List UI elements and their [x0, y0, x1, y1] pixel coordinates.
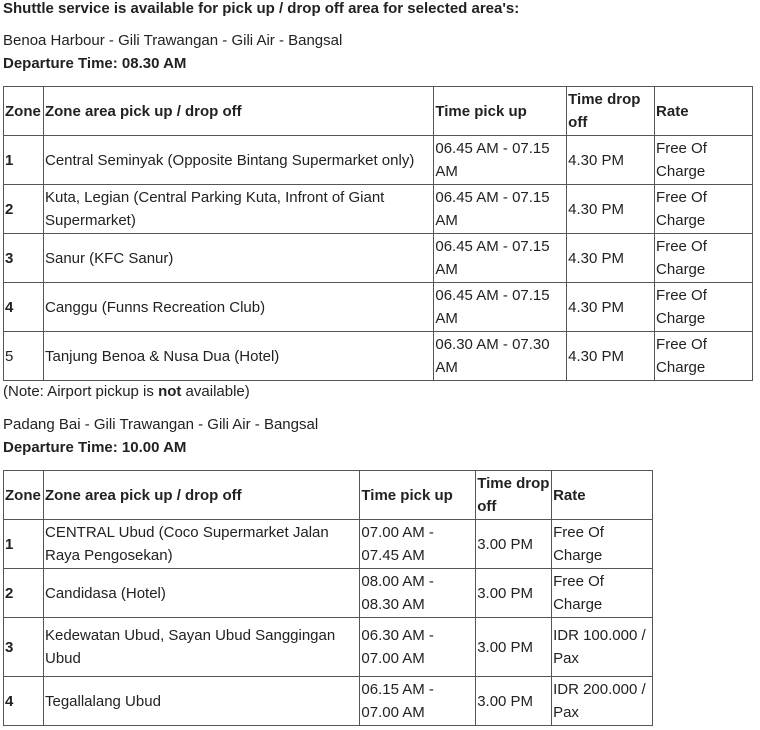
area-cell: Kedewatan Ubud, Sayan Ubud Sanggingan Ubud: [43, 618, 359, 677]
area-cell: Canggu (Funns Recreation Club): [43, 283, 433, 332]
pickup-cell: 07.00 AM - 07.45 AM: [360, 520, 476, 569]
dropoff-cell: 4.30 PM: [567, 332, 655, 381]
area-cell: CENTRAL Ubud (Coco Supermarket Jalan Raya Pengosekan): [43, 520, 359, 569]
table-row: [4, 569, 653, 618]
dropoff-cell: 4.30 PM: [567, 283, 655, 332]
rate-cell: IDR 200.000 / Pax: [552, 677, 653, 726]
area-cell: Central Seminyak (Opposite Bintang Supermarket only): [43, 136, 433, 185]
rate-cell: IDR 100.000 / Pax: [552, 618, 653, 677]
route-1-table: [3, 86, 753, 381]
pickup-cell: 06.15 AM - 07.00 AM: [360, 677, 476, 726]
route-1-departure: Departure Time: 08.30 AM: [3, 55, 187, 72]
rate-cell: Free Of Charge: [655, 283, 753, 332]
header-zone: Zone: [4, 87, 44, 136]
rate-cell: Free Of Charge: [655, 234, 753, 283]
area-cell: Sanur (KFC Sanur): [43, 234, 433, 283]
header-dropoff: Time drop off: [567, 87, 655, 136]
dropoff-cell: 3.00 PM: [476, 569, 552, 618]
zone-cell: 3: [4, 234, 44, 283]
zone-cell: 1: [4, 520, 44, 569]
rate-cell: Free Of Charge: [655, 332, 753, 381]
header-pickup: Time pick up: [360, 471, 476, 520]
dropoff-cell: 3.00 PM: [476, 677, 552, 726]
header-rate: Rate: [552, 471, 653, 520]
pickup-cell: 06.30 AM - 07.30 AM: [434, 332, 567, 381]
note-text: (Note: Airport pickup is: [3, 383, 159, 400]
rate-cell: Free Of Charge: [655, 185, 753, 234]
table-row: [4, 234, 753, 283]
rate-cell: Free Of Charge: [655, 136, 753, 185]
table-row: [4, 520, 653, 569]
rate-cell: Free Of Charge: [552, 520, 653, 569]
route-2-departure: Departure Time: 10.00 AM: [3, 439, 187, 456]
area-cell: Tanjung Benoa & Nusa Dua (Hotel): [43, 332, 433, 381]
table-row: [4, 618, 653, 677]
zone-cell: 2: [4, 185, 44, 234]
zone-cell: 4: [4, 283, 44, 332]
area-cell: Tegallalang Ubud: [43, 677, 359, 726]
table-row: [4, 677, 653, 726]
table-header-row: [4, 87, 753, 136]
pickup-cell: 06.45 AM - 07.15 AM: [434, 283, 567, 332]
dropoff-cell: 4.30 PM: [567, 185, 655, 234]
table-header-row: [4, 471, 653, 520]
zone-cell: 2: [4, 569, 44, 618]
zone-cell: 3: [4, 618, 44, 677]
intro-text: Shuttle service is available for pick up / drop off area for selected area's:: [3, 0, 520, 17]
table-row: [4, 332, 753, 381]
dropoff-cell: 4.30 PM: [567, 136, 655, 185]
pickup-cell: 06.45 AM - 07.15 AM: [434, 234, 567, 283]
note-emphasis: not: [158, 383, 182, 400]
table-row: [4, 136, 753, 185]
airport-note: [3, 383, 250, 400]
dropoff-cell: 4.30 PM: [567, 234, 655, 283]
area-cell: Kuta, Legian (Central Parking Kuta, Infront of Giant Supermarket): [43, 185, 433, 234]
header-zone: Zone: [4, 471, 44, 520]
route-2-name: Padang Bai - Gili Trawangan - Gili Air - Bangsal: [3, 416, 319, 433]
dropoff-cell: 3.00 PM: [476, 618, 552, 677]
dropoff-cell: 3.00 PM: [476, 520, 552, 569]
header-area: Zone area pick up / drop off: [43, 471, 359, 520]
zone-cell: 5: [4, 332, 44, 381]
route-2-table: [3, 470, 653, 726]
pickup-cell: 06.45 AM - 07.15 AM: [434, 185, 567, 234]
pickup-cell: 08.00 AM - 08.30 AM: [360, 569, 476, 618]
header-dropoff: Time drop off: [476, 471, 552, 520]
zone-cell: 4: [4, 677, 44, 726]
header-area: Zone area pick up / drop off: [43, 87, 433, 136]
route-1-name: Benoa Harbour - Gili Trawangan - Gili Air - Bangsal: [3, 32, 343, 49]
pickup-cell: 06.45 AM - 07.15 AM: [434, 136, 567, 185]
table-row: [4, 185, 753, 234]
note-text-end: available): [181, 383, 250, 400]
header-rate: Rate: [655, 87, 753, 136]
rate-cell: Free Of Charge: [552, 569, 653, 618]
table-row: [4, 283, 753, 332]
pickup-cell: 06.30 AM - 07.00 AM: [360, 618, 476, 677]
zone-cell: 1: [4, 136, 44, 185]
header-pickup: Time pick up: [434, 87, 567, 136]
area-cell: Candidasa (Hotel): [43, 569, 359, 618]
